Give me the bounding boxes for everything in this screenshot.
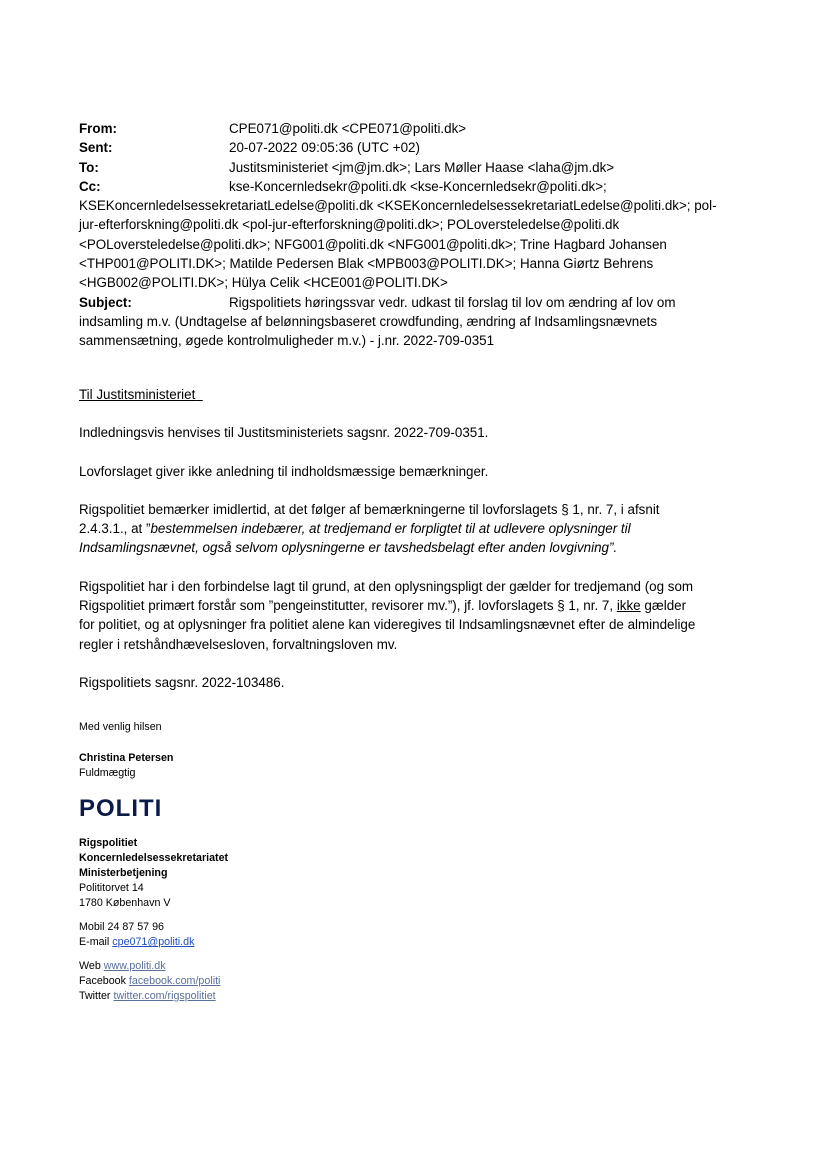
politi-logo: POLITI [79, 795, 163, 822]
cc-line: <POLoversteledelse@politi.dk>; NFG001@politi.dk <NFG001@politi.dk>; Trine Hagbard Johansen [79, 236, 667, 252]
cc-value-first: kse-Koncernledsekr@politi.dk <kse-Koncernledsekr@politi.dk>; [229, 178, 607, 194]
signer-title: Fuldmægtig [79, 767, 136, 779]
signature-closing: Med venlig hilsen [79, 721, 162, 733]
paragraph-3-line: Indsamlingsnævnet, også selvom oplysningerne er tavshedsbelagt efter anden lovgivning”. [79, 540, 618, 556]
paragraph-4-line: Rigspolitiet har i den forbindelse lagt til grund, at den oplysningspligt der gælder for tredjemand (og som [79, 578, 694, 594]
address-line: 1780 København V [79, 897, 171, 909]
paragraph-1: Indledningsvis henvises til Justitsministeriets sagsnr. 2022-709-0351. [79, 425, 489, 441]
subject-row [79, 293, 759, 312]
mobile: Mobil 24 87 57 96 [79, 921, 164, 933]
cc-line: KSEKoncernledelsessekretariatLedelse@politi.dk <KSEKoncernledelsessekretariatLedelse@politi.dk>; pol- [79, 198, 717, 214]
twitter-link[interactable]: twitter.com/rigspolitiet [113, 990, 216, 1002]
signature-links: Web www.politi.dk Facebook facebook.com/politi Twitter twitter.com/rigspolitiet [79, 960, 221, 1002]
cc-line: <HGB002@POLITI.DK>; Hülya Celik <HCE001@POLITI.DK> [79, 275, 448, 291]
cc-line: jur-efterforskning@politi.dk <pol-jur-efterforskning@politi.dk>; POLoversteledelse@politi.dk [79, 217, 620, 233]
cc-line: <THP001@POLITI.DK>; Matilde Pedersen Blak <MPB003@POLITI.DK>; Hanna Giørtz Behrens [79, 256, 654, 272]
from-label: From: [79, 121, 117, 136]
signer-name: Christina Petersen [79, 752, 174, 764]
facebook-link[interactable]: facebook.com/politi [128, 975, 221, 987]
email-header [79, 119, 759, 351]
signature-person [79, 751, 173, 781]
paragraph-2: Lovforslaget giver ikke anledning til indholdsmæssige bemærkninger. [79, 463, 489, 479]
subject-label: Subject: [79, 294, 132, 310]
subject-line: indsamling m.v. (Undtagelse af belønningsbaseret crowdfunding, ændring af Indsamlingsnævnets [79, 313, 658, 329]
paragraph-4-line: regler i retshåndhævelsesloven, forvaltningsloven mv. [79, 636, 398, 652]
email-body [79, 385, 749, 692]
email-link[interactable]: cpe071@politi.dk [112, 936, 195, 948]
address-line: Polititorvet 14 [79, 882, 144, 894]
salutation: Til Justitsministeriet [79, 387, 196, 402]
signature-org: Rigspolitiet Koncernledelsessekretariatet Ministerbetjening Polititorvet 14 1780 København V [79, 837, 229, 909]
sent-value: 20-07-2022 09:05:36 (UTC +02) [229, 140, 420, 156]
paragraph-3-line: Rigspolitiet bemærker imidlertid, at det følger af bemærkningerne til lovforslagets § 1, nr. 7, i afsnit [79, 501, 660, 517]
from-value: CPE071@politi.dk <CPE071@politi.dk> [229, 121, 467, 136]
paragraph-5: Rigspolitiets sagsnr. 2022-103486. [79, 674, 285, 690]
cc-row [79, 177, 759, 196]
cc-label: Cc: [79, 178, 101, 194]
to-value: Justitsministeriet <jm@jm.dk>; Lars Møller Haase <laha@jm.dk> [229, 159, 615, 175]
to-row [79, 158, 759, 177]
sent-row [79, 138, 759, 157]
signature-contact: Mobil 24 87 57 96 E-mail cpe071@politi.dk [79, 921, 195, 948]
sent-label: Sent: [79, 140, 113, 156]
paragraph-4-line: Rigspolitiet primært forstår som ”pengeinstitutter, revisorer mv.”), jf. lovforslagets § 1, nr. 7, ikke gælder [79, 598, 687, 614]
paragraph-4-line: for politiet, og at oplysninger fra politiet alene kan videregives til Indsamlingsnævnet efter de almindelige [79, 617, 696, 633]
from-row [79, 119, 759, 138]
web-link[interactable]: www.politi.dk [103, 960, 166, 972]
to-label: To: [79, 159, 99, 175]
paragraph-3-line: 2.4.3.1., at ”bestemmelsen indebærer, at tredjemand er forpligtet til at udlevere oplysninger til [79, 521, 631, 537]
subject-line: sammensætning, øgede kontrolmuligheder m.v.) - j.nr. 2022-709-0351 [79, 333, 495, 349]
subject-value-first: Rigspolitiets høringssvar vedr. udkast til forslag til lov om ændring af lov om [229, 294, 676, 310]
